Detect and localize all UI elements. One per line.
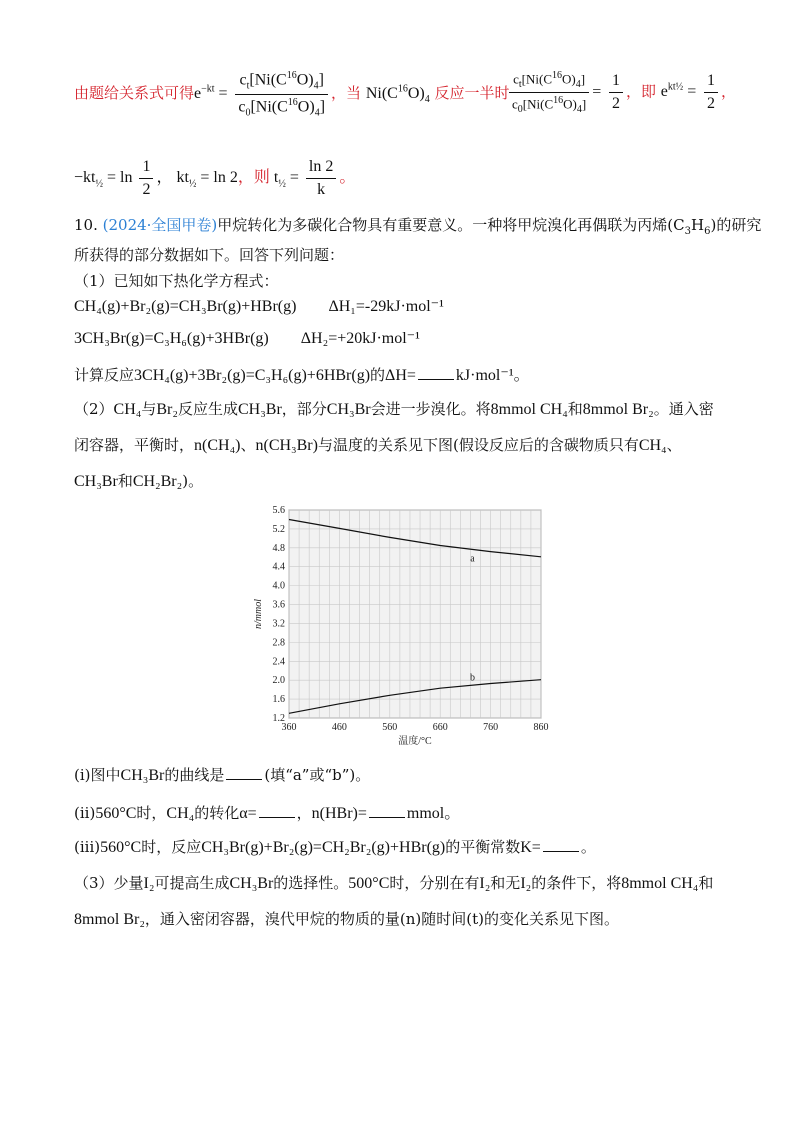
p3c: 的选择性。 — [273, 874, 349, 892]
solution-line-1 — [74, 70, 510, 118]
s02: 0 — [517, 103, 523, 115]
t2: t — [518, 78, 522, 90]
iia: (ii) — [74, 804, 96, 822]
p3b: 可提高生成 — [154, 874, 230, 892]
ni: [Ni(C — [249, 71, 287, 89]
close: ] — [318, 71, 324, 89]
equilibrium-chart — [253, 498, 553, 750]
ni-species — [365, 83, 430, 106]
y-tick-label: 5.6 — [272, 505, 285, 516]
l2e: t — [273, 169, 279, 187]
series-label-b: b — [470, 672, 476, 684]
ib: 的曲线是 — [164, 766, 225, 784]
x-tick-label: 860 — [533, 722, 549, 733]
p2g: 。通入密 — [653, 400, 714, 418]
two3: 2 — [142, 181, 151, 198]
nis-sub: 4 — [424, 94, 430, 106]
ni-d: [Ni(C — [250, 97, 288, 115]
ii-unit: mmol。 — [406, 805, 461, 822]
p3f: 的条件下，将 — [531, 874, 622, 892]
series-label-a: a — [470, 553, 475, 565]
q-intro-end: )的研究 — [710, 216, 762, 234]
exp-term: $e^{-kt}$ = — [194, 83, 228, 103]
question-i — [74, 764, 370, 785]
exp-sup: −kt — [201, 83, 215, 95]
ii-alpha: α= — [239, 805, 257, 822]
sub4-d: 4 — [314, 107, 320, 119]
c2: c — [513, 71, 519, 87]
calc-b: 的 — [370, 366, 386, 384]
ze: ，则 — [237, 169, 270, 187]
s2d: 16 — [553, 94, 564, 106]
p3d: 时，分别在有 — [389, 874, 480, 892]
ii-nhbr: n(HBr)= — [311, 805, 367, 822]
sub0: 0 — [245, 107, 251, 119]
ia: (i)图中 — [74, 766, 121, 784]
p2d: ，部分 — [281, 400, 327, 418]
ratio-fraction-2 — [509, 70, 589, 115]
nis: Ni(C — [365, 85, 398, 103]
p3-t: 500°C — [348, 875, 390, 892]
q-sub3: 3 — [684, 226, 692, 237]
c0: c — [238, 97, 246, 115]
half-frac-2 — [704, 72, 718, 113]
p3-i2: I₂ — [143, 875, 155, 892]
iiic: 的平衡常数 — [445, 838, 521, 856]
c-2: ， — [156, 169, 173, 187]
y-tick-label: 3.2 — [272, 618, 285, 630]
p3-i2c: I₂ — [520, 875, 532, 892]
two: 2 — [612, 94, 620, 112]
y-tick-label: 4.0 — [272, 580, 285, 592]
x-tick-label: 560 — [382, 722, 398, 733]
close-d: ] — [319, 97, 326, 115]
p2-ch3br2: CH₃Br — [326, 401, 371, 418]
c: c — [239, 71, 247, 89]
sub4: 4 — [313, 80, 319, 92]
x-tick-label: 360 — [281, 722, 297, 733]
p2a: （2） — [74, 400, 114, 418]
eq2-dh: ΔH₂=+20kJ·mol⁻¹ — [300, 330, 420, 347]
eq2: 3CH₃Br(g)=C₃H₆(g)+3HBr(g) — [74, 330, 269, 347]
solution-line-1b — [506, 70, 736, 115]
p2-n1: n(CH₄) — [194, 437, 241, 454]
q-number: 10. — [74, 216, 98, 234]
esup: kt½ — [667, 82, 684, 94]
q-source: (2024·全国甲卷) — [102, 216, 218, 234]
part-1-label: （1）已知如下热化学方程式： — [74, 272, 279, 290]
question-iii — [74, 836, 596, 857]
p2-amt1: 8mmol CH₄ — [490, 401, 568, 418]
l2csub: ½ — [188, 178, 197, 190]
p3a: （3）少量 — [74, 874, 144, 892]
ji: ，即 — [626, 82, 657, 101]
p2l2a: 闭容器，平衡时， — [74, 436, 195, 454]
p3-i2b: I₂ — [479, 875, 491, 892]
nis-tail: O) — [407, 85, 425, 103]
eq1: CH₄(g)+Br₂(g)=CH₃Br(g)+HBr(g) — [74, 298, 297, 315]
ni-tail-d: O) — [297, 97, 315, 115]
p3-amt1: 8mmol CH₄ — [621, 875, 699, 892]
ni-tail: O) — [296, 71, 314, 89]
l2asub: ½ — [95, 178, 103, 190]
ii-sp: CH₄ — [166, 805, 195, 822]
sup16: 16 — [286, 70, 297, 81]
p3-ch3br: CH₃Br — [229, 875, 274, 892]
iii-eq: CH₃Br(g)+Br₂(g)=CH₂Br₂(g)+HBr(g) — [201, 839, 446, 856]
answer-blank-i[interactable] — [226, 779, 262, 780]
sup16-d: 16 — [287, 96, 298, 108]
r2-num: $c_t[Ni(C^{16}O)_4]$ — [509, 70, 589, 93]
ratio-fraction — [235, 70, 328, 118]
solution-line-2: $-kt_{\frac{1}{2}} = \ln$ $\frac{1}{2}$ ， $kt_{\frac{1}{2}} = \ln 2$，则 $t_{\frac{1}{2}}$ = $\frac{\ln 2}{k}$ 。 — [74, 158, 356, 198]
p2-br2: Br₂ — [156, 401, 178, 418]
calc-dh: ΔH= — [385, 367, 416, 384]
p2f: 和 — [567, 400, 583, 418]
iii-t: 560°C — [100, 839, 142, 856]
part-3-line-2 — [74, 908, 619, 929]
answer-blank[interactable] — [418, 379, 454, 380]
part-2-line-1 — [74, 398, 714, 419]
k: k — [317, 181, 326, 198]
ratio-num — [235, 70, 328, 95]
exp-base: e — [194, 85, 202, 103]
x-tick-label: 760 — [483, 722, 499, 733]
y-tick-label: 5.2 — [272, 523, 285, 535]
p2l3-ch3br: CH₃Br — [74, 473, 118, 490]
part-2-line-3 — [74, 470, 203, 491]
ratio-den — [235, 95, 328, 119]
iiib: 时，反应 — [141, 838, 202, 856]
equation-1 — [74, 296, 444, 316]
y-tick-label: 1.6 — [272, 694, 285, 706]
y-tick-label: 4.4 — [272, 561, 285, 573]
question-ii — [74, 800, 460, 823]
p2-n2: n(CH₃Br) — [255, 437, 318, 454]
q-h: H — [691, 216, 705, 234]
y-tick-label: 2.4 — [272, 656, 285, 668]
iid: ， — [296, 804, 312, 822]
part-3-line-1 — [74, 872, 713, 893]
p2l2-ch4: CH₄ — [638, 437, 667, 454]
period: 。 — [339, 169, 356, 187]
calc-a: 计算反应 — [74, 366, 135, 384]
nis-sup: 16 — [397, 83, 408, 95]
q-intro: 甲烷转化为多碳化合物具有重要意义。一种将甲烷溴化再偶联为丙烯(C — [217, 216, 685, 234]
p2b: 与 — [141, 400, 157, 418]
equation-2 — [74, 328, 420, 348]
p2l2c: 与温度的关系见下图(假设反应后的含碳物质只有 — [317, 436, 639, 454]
ln2: ln 2 — [306, 158, 336, 179]
ii-t: 560°C — [95, 805, 137, 822]
question-intro-2: 所获得的部分数据如下。回答下列问题： — [74, 246, 345, 264]
x-axis-label: 温度/°C — [398, 736, 432, 747]
eq1-dh: ΔH₁=-29kJ·mol⁻¹ — [328, 298, 444, 315]
iic: 的转化 — [194, 804, 240, 822]
p2l2b: 、 — [240, 436, 256, 454]
p3-amt2: 8mmol Br₂ — [74, 911, 145, 928]
c-1: ， — [721, 82, 737, 101]
y-tick-label: 1.2 — [272, 713, 285, 724]
y-tick-label: 2.0 — [272, 675, 285, 687]
p2c: 反应生成 — [177, 400, 238, 418]
answer-blank-ii-a[interactable] — [259, 817, 295, 818]
calc-unit: kJ·mol⁻¹。 — [455, 367, 530, 384]
half-frac — [609, 72, 623, 113]
y-tick-label: 3.6 — [272, 599, 285, 611]
solution-intro: 由题给关系式可得 — [74, 84, 195, 103]
i-sp: CH₃Br — [120, 767, 165, 784]
p2l2d: 、 — [666, 436, 682, 454]
half-frac-3 — [139, 158, 153, 199]
answer-blank-iii[interactable] — [543, 851, 579, 852]
calc-line — [74, 362, 530, 385]
x-tick-label: 460 — [331, 722, 347, 733]
y-tick-label: 2.8 — [272, 637, 285, 649]
part-2-line-2 — [74, 434, 682, 455]
ic: (填“a”或“b”)。 — [264, 766, 371, 784]
iib: 时， — [136, 804, 167, 822]
p2-ch4: CH₄ — [113, 401, 142, 418]
p2-amt2: 8mmol Br₂ — [582, 401, 654, 418]
r2-den: $c_0[Ni(C^{16}O)_4]$ — [512, 94, 587, 115]
x-tick-label: 660 — [432, 722, 448, 733]
c02: c — [512, 96, 518, 112]
y-tick-label: 4.8 — [272, 542, 285, 554]
l2a: −kt — [74, 169, 96, 187]
s24d: 4 — [576, 103, 582, 115]
half: 反应一半时 — [434, 84, 510, 103]
l2c: kt — [176, 169, 189, 187]
e: e — [660, 83, 668, 101]
sub-t: t — [246, 80, 250, 92]
y-axis-label: n/mmol — [253, 599, 264, 629]
q-sub6: 6 — [704, 226, 711, 237]
s2: 16 — [552, 70, 563, 81]
p2e: 会进一步溴化。将 — [370, 400, 491, 418]
l2b: = ln — [106, 169, 133, 187]
ln2-frac — [306, 158, 336, 199]
iiia: (iii) — [74, 838, 101, 856]
l2d: = ln 2 — [200, 169, 238, 187]
one3: 1 — [139, 158, 153, 179]
s24: 4 — [575, 78, 581, 90]
p3l2a: ，通入密闭容器，溴代甲烷的物质的量(n)随时间(t)的变化关系见下图。 — [144, 910, 620, 928]
one: 1 — [609, 72, 623, 93]
question-intro-1 — [74, 214, 761, 237]
answer-blank-ii-b[interactable] — [369, 817, 405, 818]
two2: 2 — [707, 94, 715, 112]
e-term: $e^{kt\frac{1}{2}}$ = — [660, 82, 697, 101]
p2-ch3br: CH₃Br — [237, 401, 282, 418]
iii-k: K= — [520, 839, 541, 856]
p3e: 和无 — [490, 874, 521, 892]
p2l3b: )。 — [182, 472, 204, 490]
p3g: 和 — [698, 874, 714, 892]
one2: 1 — [704, 72, 718, 93]
eq: = — [592, 83, 602, 101]
p2l3a: 和 — [117, 472, 133, 490]
iii-end: 。 — [580, 838, 596, 856]
dang: ，当 — [331, 84, 362, 103]
l2esub: ½ — [278, 178, 286, 190]
p2l3-ch2br2: CH₂Br₂ — [132, 473, 183, 490]
calc-eq: 3CH₄(g)+3Br₂(g)=C₃H₆(g)+6HBr(g) — [134, 367, 371, 384]
